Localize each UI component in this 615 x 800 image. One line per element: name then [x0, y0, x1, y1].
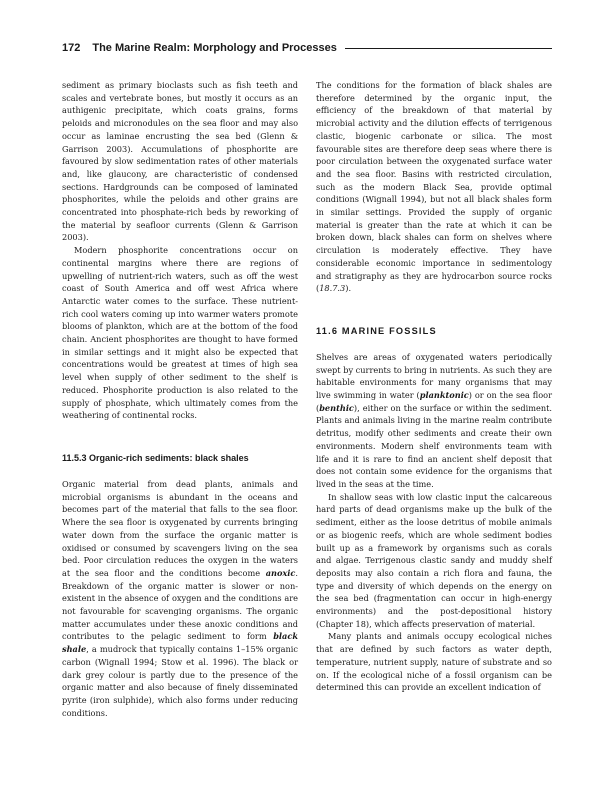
right-column [316, 79, 552, 694]
cross-reference: 18.7.3 [319, 283, 346, 294]
key-term: planktonic [419, 390, 469, 401]
section-heading-black-shales: 11.5.3 Organic-rich sediments: black shales [62, 452, 249, 463]
text-run: ), either on the surface or within the sediment. Plants and animals living in the marine realm contribute detritus, modify other sediments and create their own environments. Modern shelf environments team with life and it is rare to find an ancient shelf deposit that does not contain some evidence for the organisms that lived in the seas at the time. [316, 402, 552, 489]
text-run: Shelves are areas of oxygenated waters periodically swept by currents to bring in nutrients. As such they are habitable environments for many organisms that may live swimming in water ( [316, 351, 552, 401]
paragraph [62, 478, 298, 719]
paragraph: Modern phosphorite concentrations occur on continental margins where there are regions of upwelling of nutrient-rich waters, such as off the west coast of South America and off west Africa where Antarctic water comes to the surface. These nutrient-rich cool waters coming up into warmer waters promote blooms of plankton, which are at the bottom of the food chain. Ancient phosphorites are thought to have formed in similar settings and it might also be expected that concentrations would be greatest at times of high sea level when supply of other sediment to the shelf is reduced. Phosphorite production is also related to the supply of phosphate, which ultimately comes from the weathering of continental rocks. [62, 245, 298, 421]
page-number: 172 [62, 42, 81, 54]
key-term: anoxic [265, 567, 296, 578]
paragraph [316, 79, 552, 295]
text-run: The conditions for the formation of black shales are therefore determined by the organic input, the efficiency of the breakdown of that material by microbial activity and the dilution effects of terrigenous clastic, biogenic carbonate or silica. The most favourable sites are therefore deep seas where there is poor circulation between the oxygenated surface water and the sea floor. Basins with restricted circulation, such as the modern Black Sea, provide optimal conditions (Wignall 1994), but not all black shales form in similar settings. Provided the supply of organic material is greater than the rate at which it can be broken down, black shales can form on shelves where circulation is moderately effective. They have considerable economic importance in sedimentology and stratigraphy as they are hydrocarbon source rocks ( [316, 80, 552, 294]
key-term: benthic [319, 402, 354, 413]
header-rule [345, 48, 552, 49]
text-run: . Breakdown of the organic matter is slower or non-existent in the absence of oxygen and the conditions are not favourable for scavenging organisms. The organic matter accumulates under these anoxic conditions and contributes to the pelagic sediment to form [62, 567, 298, 642]
text-run: Organic material from dead plants, animals and microbial organisms is abundant in the oceans and becomes part of the material that falls to the sea floor. Where the sea floor is oxygenated by currents bringing water down from the surface the organic matter is oxidised or consumed by scavengers living on the sea bed. Poor circulation reduces the oxygen in the waters at the sea floor and the conditions become [62, 478, 298, 578]
paragraph: In shallow seas with low clastic input the calcareous hard parts of dead organisms make up the bulk of the sediment, either as the loose detritus of mobile animals or as biogenic reefs, which are whole sediment bodies built up as a framework by organisms such as corals and algae. Terrigenous clastic sandy and muddy shelf deposits may also contain a rich flora and fauna, the type and diversity of which depends on the energy on the sea bed (fragmentation can occur in high-energy environments) and the post-depositional history (Chapter 18), which affects preservation of material. [316, 491, 552, 629]
paragraph [316, 351, 552, 491]
key-term: black shale [62, 631, 298, 655]
text-run: ) or on the sea floor ( [316, 390, 552, 413]
text-run: ). [345, 283, 352, 294]
running-header [62, 42, 552, 60]
text-run: , a mudrock that typically contains 1–15% organic carbon (Wignall 1994; Stow et al. 1996). The black or dark grey colour is partly due to the presence of the organic matter and also because of finely disseminated pyrite (iron sulphide), which also forms under reducing conditions. [62, 644, 298, 718]
section-heading-marine-fossils: 11.6 MARINE FOSSILS [316, 325, 437, 336]
paragraph: Many plants and animals occupy ecological niches that are defined by such factors as water depth, temperature, nutrient supply, nature of substrate and so on. If the ecological niche of a fossil organism can be determined this can provide an excellent indication of [316, 631, 552, 693]
running-title: The Marine Realm: Morphology and Processes [92, 42, 337, 54]
paragraph: sediment as primary bioclasts such as fish teeth and scales and vertebrate bones, but mostly it occurs as an authigenic precipitate, which coats grains, forms peloids and micronodules on the sea floor and may also occur as laminae encrusting the sea bed (Glenn & Garrison 2003). Accumulations of phosphorite are favoured by slow sedimentation rates of other materials and, like glaucony, are characteristic of condensed sections. Hardgrounds can be composed of laminated phosphorites, while the peloids and other grains are concentrated into phosphate-rich beds by reworking of the material by seafloor currents (Glenn & Garrison 2003). [62, 80, 298, 243]
left-column [62, 79, 298, 719]
